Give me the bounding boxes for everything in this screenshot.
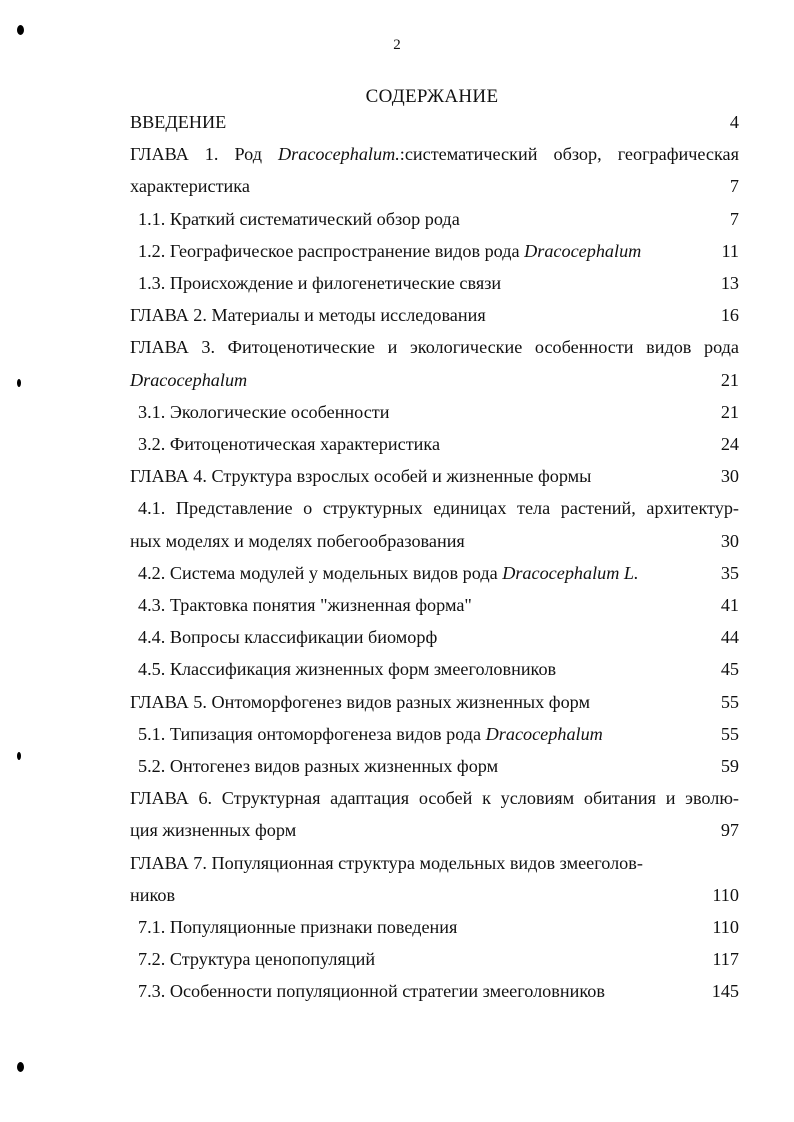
toc-entry-label bbox=[138, 981, 605, 1002]
toc-entry-page: 110 bbox=[712, 917, 739, 937]
toc-entry-label bbox=[138, 498, 739, 518]
toc-entry-page: 7 bbox=[729, 208, 739, 229]
toc-entry bbox=[130, 531, 739, 565]
toc-entry-page: 30 bbox=[720, 466, 739, 487]
toc-entry-text: 3.2. Фитоценотическая характеристика bbox=[138, 434, 441, 454]
toc-entry-label bbox=[138, 756, 498, 777]
toc-entry bbox=[138, 659, 739, 693]
toc-entry bbox=[130, 144, 739, 178]
toc-entry-text: ГЛАВА 5. Онтоморфогенез видов разных жизненных форм bbox=[130, 691, 590, 712]
toc-entry-page: 55 bbox=[720, 691, 739, 712]
toc-entry-label bbox=[130, 885, 175, 906]
toc-entry-label bbox=[130, 305, 486, 326]
toc-entry-page: 45 bbox=[720, 659, 739, 680]
toc-entry-text: 5.2. Онтогенез видов разных жизненных форм bbox=[138, 756, 499, 776]
toc-entry bbox=[130, 176, 739, 210]
toc-entry-text: 7.3. Особенности популяционной стратегии змееголовников bbox=[138, 981, 605, 1002]
toc-entry-label bbox=[138, 209, 460, 230]
toc-entry bbox=[138, 627, 739, 661]
toc-entry bbox=[130, 337, 739, 371]
toc-entry-page: 30 bbox=[720, 530, 739, 551]
toc-entry bbox=[130, 466, 739, 500]
toc-entry-text: 4.4. Вопросы классификации биоморф bbox=[138, 627, 438, 648]
toc-entry-label bbox=[130, 466, 591, 487]
toc-entry-text: :систематический обзор, географическая bbox=[399, 144, 739, 165]
toc-entry-label bbox=[138, 659, 556, 680]
toc-entry bbox=[130, 692, 739, 726]
toc-entry-text: 1.1. Краткий систематический обзор рода bbox=[138, 208, 460, 229]
toc-entry-text: Dracocephalum bbox=[524, 240, 642, 261]
toc-entry bbox=[130, 885, 739, 919]
toc-entry-text: ГЛАВА 3. Фитоценотические и экологические особенности видов рода bbox=[130, 337, 739, 358]
toc-entry-label bbox=[130, 370, 247, 391]
toc-entry bbox=[138, 209, 739, 243]
toc-entry-label bbox=[130, 692, 590, 713]
toc-entry-text: ГЛАВА 6. Структурная адаптация особей к условиям обитания и эволю- bbox=[130, 788, 739, 809]
toc-entry-text: 5.1. Типизация онтоморфогенеза видов рода bbox=[138, 723, 486, 744]
toc-entry-label bbox=[138, 402, 389, 423]
toc-entry-text: ГЛАВА 7. Популяционная структура модельных видов змееголов- bbox=[130, 852, 643, 873]
toc-entry bbox=[138, 917, 739, 951]
toc-entry bbox=[130, 370, 739, 404]
toc-entry-text: Dracocephalum L. bbox=[502, 562, 639, 583]
toc-entry bbox=[130, 305, 739, 339]
toc-entry-label bbox=[138, 917, 457, 938]
toc-entry bbox=[138, 273, 739, 307]
toc-entry-text: 1.2. Географическое распространение видов рода bbox=[138, 240, 525, 261]
toc-entry bbox=[130, 112, 739, 146]
toc-entry bbox=[138, 563, 739, 597]
toc-entry-label bbox=[138, 273, 501, 294]
toc-entry-text: 4.2. Система модулей у модельных видов рода bbox=[138, 562, 503, 583]
toc-entry-page: 7 bbox=[729, 176, 739, 197]
toc-entry-text: 4.1. Представление о структурных единицах тела растений, архитектур- bbox=[138, 498, 739, 519]
toc-entry-page: 11 bbox=[721, 240, 739, 261]
toc-entry-text: 4.5. Классификация жизненных форм змееголовников bbox=[138, 659, 557, 680]
scan-mark-bottom bbox=[17, 1062, 24, 1072]
toc-entry-text: ных моделях и моделях побегообразования bbox=[130, 530, 465, 551]
toc-entry-label bbox=[138, 949, 375, 970]
toc-entry-text: 7.1. Популяционные признаки поведения bbox=[138, 917, 458, 937]
toc-entry bbox=[130, 820, 739, 854]
toc-entry-page: 16 bbox=[720, 305, 739, 326]
toc-entry bbox=[130, 788, 739, 822]
scan-mark-middle-1 bbox=[17, 379, 21, 387]
toc-entry bbox=[138, 949, 739, 983]
page-number: 2 bbox=[393, 37, 401, 53]
toc-entry-page: 110 bbox=[712, 884, 739, 905]
toc-entry bbox=[138, 981, 739, 1015]
toc-entry-page: 41 bbox=[720, 595, 739, 615]
toc-entry-text: Dracocephalum bbox=[485, 723, 603, 744]
toc-entry-text: ГЛАВА 4. Структура взрослых особей и жизненные формы bbox=[130, 466, 592, 487]
toc-entry bbox=[138, 402, 739, 436]
toc-entry-text: 3.1. Экологические особенности bbox=[138, 401, 390, 422]
toc-entry-label bbox=[138, 627, 437, 648]
toc-entry-label bbox=[138, 595, 472, 616]
toc-entry-text: характеристика bbox=[130, 176, 250, 197]
toc-entry bbox=[138, 756, 739, 790]
toc-entry-label bbox=[138, 724, 603, 745]
toc-entry-text: ция жизненных форм bbox=[130, 820, 297, 841]
toc-entry-label bbox=[138, 563, 639, 584]
toc-entry-text: 1.3. Происхождение и филогенетические связи bbox=[138, 273, 502, 293]
toc-entry-label bbox=[130, 853, 643, 874]
scan-mark-top bbox=[17, 25, 24, 35]
toc-entry-page: 59 bbox=[720, 756, 739, 776]
toc-entry-text: ГЛАВА 2. Материалы и методы исследования bbox=[130, 305, 486, 326]
toc-entry-label bbox=[130, 820, 296, 841]
toc-entry-label bbox=[130, 788, 739, 808]
toc-entry-page: 13 bbox=[720, 273, 739, 293]
toc-entry bbox=[138, 241, 739, 275]
toc-entry-text: 7.2. Структура ценопопуляций bbox=[138, 949, 376, 970]
toc-entry-page: 55 bbox=[720, 723, 739, 744]
toc-entry bbox=[138, 724, 739, 758]
toc-entry-label bbox=[138, 241, 641, 262]
toc-entry bbox=[130, 853, 739, 887]
toc-entry-text: Dracocephalum bbox=[130, 369, 248, 390]
toc-entry-page: 21 bbox=[720, 401, 739, 422]
toc-entry-text: ВВЕДЕНИЕ bbox=[130, 112, 227, 132]
toc-entry-page: 117 bbox=[712, 949, 739, 970]
toc-entry-page: 97 bbox=[720, 820, 739, 841]
toc-entry-label bbox=[130, 144, 739, 164]
toc-entry-label bbox=[138, 434, 440, 455]
scan-mark-middle-2 bbox=[17, 752, 21, 760]
toc-entry-label bbox=[130, 337, 739, 357]
page-title: СОДЕРЖАНИЕ bbox=[365, 86, 499, 107]
toc-entry-page: 35 bbox=[720, 562, 739, 583]
toc-entry-page: 4 bbox=[729, 112, 739, 132]
toc-entry-text: ГЛАВА 1. Род bbox=[130, 144, 279, 165]
toc-entry bbox=[138, 595, 739, 629]
toc-entry-label bbox=[130, 176, 250, 197]
toc-entry-text: 4.3. Трактовка понятия "жизненная форма" bbox=[138, 595, 472, 615]
toc-entry-page: 21 bbox=[720, 369, 739, 390]
toc-entry-page: 24 bbox=[720, 434, 739, 454]
toc-entry-text: Dracocephalum. bbox=[278, 144, 400, 165]
toc-entry bbox=[138, 434, 739, 468]
toc-entry-text: ников bbox=[130, 884, 176, 905]
toc-entry-label bbox=[130, 112, 226, 133]
toc-entry-label bbox=[130, 531, 465, 552]
toc-entry-page: 44 bbox=[720, 627, 739, 648]
toc-entry-page: 145 bbox=[711, 981, 739, 1002]
toc-entry bbox=[138, 498, 739, 532]
